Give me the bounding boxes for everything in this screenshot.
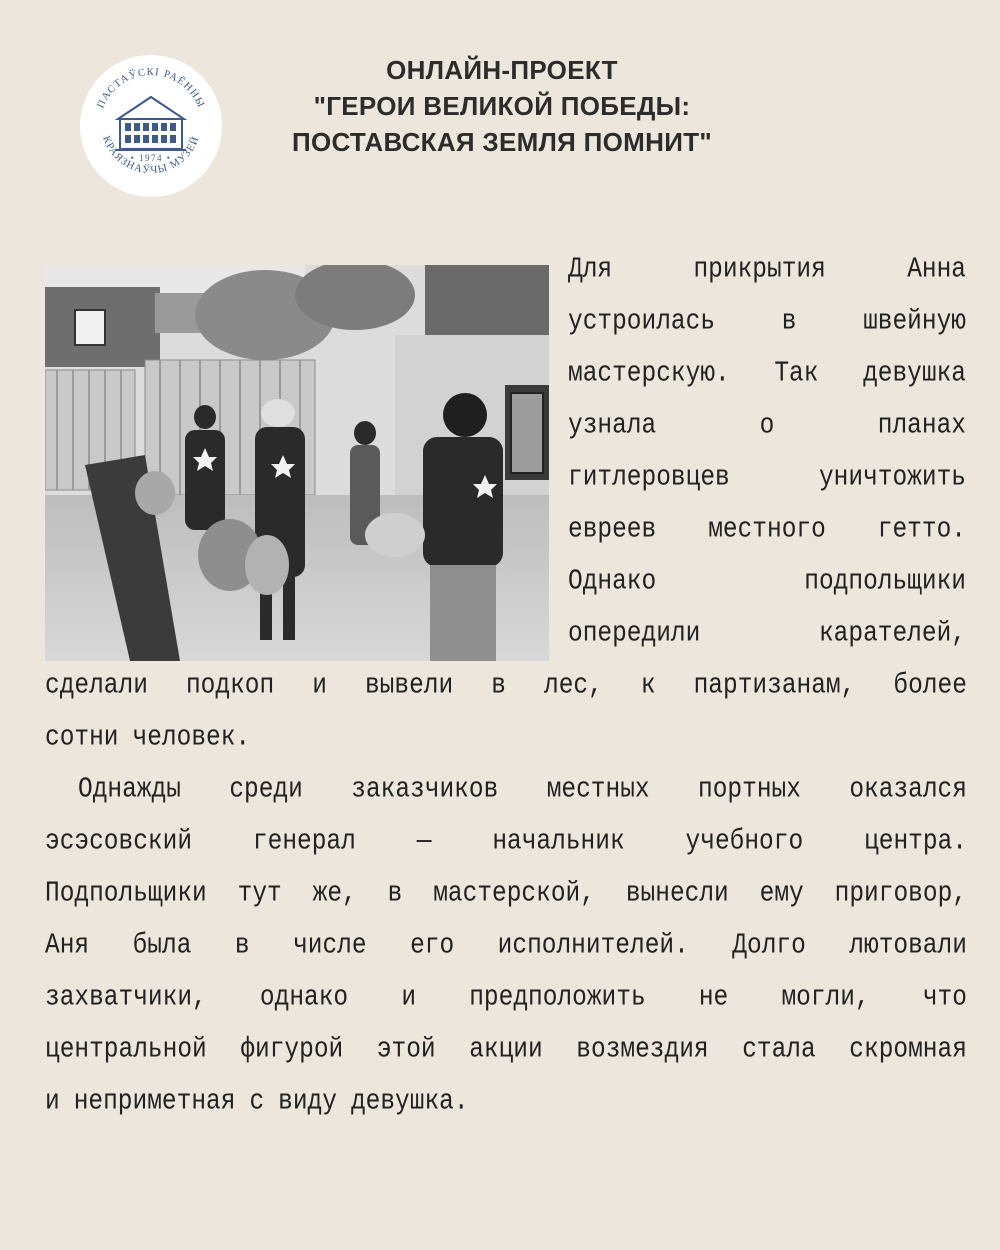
word: узнала	[568, 410, 657, 443]
svg-text:ПАСТАЎСКІ РАЁННЫ	[96, 67, 207, 110]
word: предположить	[469, 982, 646, 1015]
word: генерал	[252, 826, 356, 859]
text-line	[45, 669, 967, 704]
word: однако	[259, 982, 349, 1015]
word: мастерскую.	[568, 358, 730, 391]
historical-photo	[45, 265, 549, 661]
text-line	[568, 461, 966, 496]
word: не	[698, 982, 729, 1015]
text-line	[568, 617, 966, 652]
word: была	[132, 930, 192, 963]
word: приговор,	[834, 878, 967, 911]
word: виду	[278, 1086, 337, 1119]
word: сделали	[45, 670, 148, 703]
word: акции	[469, 1034, 543, 1067]
museum-logo	[80, 55, 222, 197]
word: портных	[698, 774, 801, 807]
word: Однако	[568, 566, 657, 599]
text-line	[45, 1085, 967, 1120]
word: более	[893, 670, 967, 703]
word: к	[640, 670, 656, 703]
word: неприметная	[73, 1086, 236, 1119]
text-line	[45, 825, 967, 860]
word: о	[759, 410, 775, 443]
word: Однажды	[78, 774, 181, 807]
word: Так	[774, 358, 819, 391]
word: тут	[237, 878, 282, 911]
logo-year: • 1974 •	[130, 153, 172, 163]
word: —	[416, 826, 432, 859]
text-line	[568, 565, 966, 600]
word: гетто.	[877, 514, 966, 547]
word: центра.	[864, 826, 967, 859]
word: в	[234, 930, 250, 963]
text-line	[568, 409, 966, 444]
word: и	[401, 982, 417, 1015]
word: уничтожить	[818, 462, 966, 495]
word: в	[491, 670, 506, 703]
word: начальник	[492, 826, 625, 859]
word: стала	[742, 1034, 816, 1067]
word: в	[387, 878, 403, 911]
header-line: ПОСТАВСКАЯ ЗЕМЛЯ ПОМНИТ"	[291, 127, 713, 157]
page-header	[232, 52, 772, 160]
word: учебного	[685, 826, 804, 859]
word: вывели	[364, 670, 454, 703]
logo-ring-bottom-text: КРАЯЗНАЎЧЫ МУЗЕЙ	[100, 134, 202, 177]
word: швейную	[863, 306, 966, 339]
word: числе	[293, 930, 367, 963]
word: заказчиков	[351, 774, 499, 807]
word: гитлеровцев	[568, 462, 730, 495]
word: местных	[546, 774, 650, 807]
word: могли,	[781, 982, 870, 1015]
word: же,	[312, 878, 357, 911]
word: и	[45, 1086, 60, 1119]
word: скромная	[849, 1034, 967, 1067]
word: сотни	[45, 722, 119, 755]
word: прикрытия	[693, 254, 826, 287]
text-line	[568, 253, 966, 288]
word: лютовали	[849, 930, 967, 963]
word: возмездия	[576, 1034, 709, 1067]
text-line	[568, 513, 966, 548]
word: вынесли	[625, 878, 729, 911]
word: подпольщики	[804, 566, 966, 599]
word: что	[922, 982, 967, 1015]
text-line	[45, 929, 967, 964]
logo-ring-top-text: ПАСТАЎСКІ РАЁННЫ	[95, 66, 207, 110]
word: Анна	[907, 254, 966, 287]
text-line	[568, 357, 966, 392]
text-line	[45, 877, 967, 912]
historical-photo-icon	[45, 265, 549, 661]
word: устроилась	[568, 306, 716, 339]
word: этой	[376, 1034, 436, 1067]
word: Для	[568, 254, 613, 287]
header-line: ОНЛАЙН-ПРОЕКТ	[386, 55, 618, 85]
word: Аня	[45, 930, 90, 963]
text-line	[78, 773, 967, 808]
word: партизанам,	[693, 670, 856, 703]
word: местного	[708, 514, 826, 547]
word: среди	[229, 774, 303, 807]
word: в	[781, 306, 797, 339]
word: Подпольщики	[45, 878, 207, 911]
word: с	[249, 1086, 265, 1119]
word: опередили	[568, 618, 701, 651]
word: планах	[877, 410, 966, 443]
word: эсэсовский	[45, 826, 193, 859]
word: лес,	[544, 670, 603, 703]
word: его	[410, 930, 455, 963]
word: девушка.	[350, 1086, 469, 1119]
word: евреев	[568, 514, 657, 547]
word: ему	[759, 878, 804, 911]
word: девушка	[863, 358, 966, 391]
word: исполнителей.	[497, 930, 689, 963]
text-line	[45, 981, 967, 1016]
word: мастерской,	[433, 878, 595, 911]
word: центральной	[45, 1034, 207, 1067]
word: и	[312, 670, 327, 703]
word: карателей,	[818, 618, 966, 651]
header-line: "ГЕРОИ ВЕЛИКОЙ ПОБЕДЫ:	[313, 91, 691, 121]
word: Долго	[732, 930, 806, 963]
text-line	[45, 721, 967, 756]
text-line	[45, 1033, 967, 1068]
museum-building-icon	[80, 55, 222, 197]
word: подкоп	[185, 670, 275, 703]
word: фигурой	[240, 1034, 344, 1067]
text-line	[568, 305, 966, 340]
word: захватчики,	[45, 982, 207, 1015]
word: человек.	[132, 722, 251, 755]
word: оказался	[849, 774, 967, 807]
